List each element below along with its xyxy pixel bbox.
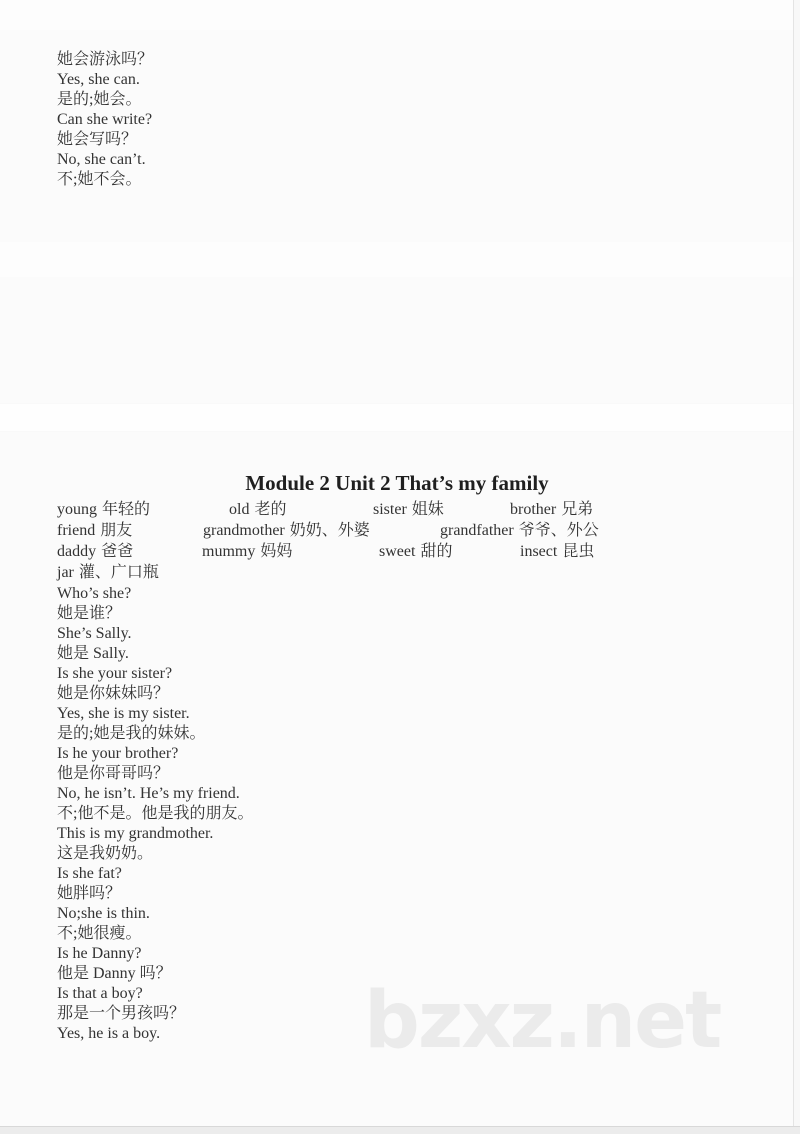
text-line: 这是我奶奶。	[57, 845, 154, 862]
scan-band	[0, 0, 800, 30]
vocab-meaning: 爷爷、外公	[518, 522, 599, 539]
previous-section-text	[57, 50, 153, 190]
text-line: Yes, he is a boy.	[57, 1025, 161, 1042]
text-line: 不;他不是。他是我的朋友。	[57, 805, 254, 822]
text-line: Who’s she?	[57, 585, 132, 602]
vocab-meaning: 朋友	[100, 522, 133, 539]
text-line: This is my grandmother.	[57, 825, 214, 842]
text-line: Is that a boy?	[57, 985, 143, 1002]
vocab-word: grandfather	[440, 522, 514, 539]
text-line: Is she fat?	[57, 865, 122, 882]
vocab-meaning: 奶奶、外婆	[289, 522, 370, 539]
text-line: 那是一个男孩吗？	[57, 1005, 186, 1022]
text-line: No;she is thin.	[57, 905, 150, 922]
vocab-item	[520, 541, 594, 562]
vocab-word: mummy	[202, 543, 256, 560]
site-watermark: bzxz.net	[364, 976, 721, 1066]
text-line: Is she your sister?	[57, 665, 173, 682]
text-line: Yes, she is my sister.	[57, 705, 190, 722]
text-line: 她是 Sally.	[57, 645, 129, 662]
text-line: Can she write?	[57, 111, 153, 128]
vocab-word: daddy	[57, 543, 97, 560]
vocab-meaning: 爸爸	[101, 543, 134, 560]
vocab-item	[229, 499, 286, 520]
vocab-item	[203, 520, 370, 541]
vocab-meaning: 妈妈	[260, 543, 293, 560]
vocabulary-row	[0, 541, 800, 562]
text-line: No, he isn’t. He’s my friend.	[57, 785, 240, 802]
page-bottom-edge	[0, 1126, 800, 1134]
vocabulary-row	[0, 562, 800, 583]
vocab-item	[373, 499, 444, 520]
dialogue-text	[57, 584, 253, 1044]
vocab-meaning: 姐妹	[411, 501, 444, 518]
vocab-item	[57, 520, 132, 541]
vocab-item	[57, 499, 150, 520]
vocab-item	[440, 520, 599, 541]
scan-band	[0, 242, 800, 277]
page-right-edge	[793, 0, 800, 1126]
vocab-meaning: 甜的	[420, 543, 453, 560]
vocab-word: old	[229, 501, 250, 518]
text-line: 她会写吗？	[57, 131, 138, 148]
text-line: 不;她不会。	[57, 171, 142, 188]
vocab-item	[379, 541, 452, 562]
vocabulary-list	[0, 499, 800, 583]
vocab-item	[57, 541, 133, 562]
page-break-band	[0, 403, 800, 432]
vocab-word: sister	[373, 501, 407, 518]
text-line: 她是谁？	[57, 605, 122, 622]
text-line: 她是你妹妹吗？	[57, 685, 170, 702]
section-title: Module 2 Unit 2 That’s my family	[245, 471, 549, 495]
text-line: 她会游泳吗？	[57, 51, 154, 68]
text-line: Is he Danny?	[57, 945, 142, 962]
text-line: 他是 Danny 吗？	[57, 965, 172, 982]
vocab-meaning: 年轻的	[102, 501, 151, 518]
vocab-item	[510, 499, 593, 520]
text-line: 她胖吗？	[57, 885, 122, 902]
vocab-word: jar	[57, 564, 74, 581]
vocab-word: insect	[520, 543, 558, 560]
text-line: 是的;她会。	[57, 91, 142, 108]
vocabulary-row	[0, 499, 800, 520]
vocab-item	[57, 562, 159, 583]
text-line: 不;她很瘦。	[57, 925, 142, 942]
text-line: Is he your brother?	[57, 745, 179, 762]
vocab-word: brother	[510, 501, 557, 518]
vocab-word: young	[57, 501, 97, 518]
text-line: Yes, she can.	[57, 71, 140, 88]
vocab-word: friend	[57, 522, 96, 539]
text-line: No, she can’t.	[57, 151, 146, 168]
vocabulary-row	[0, 520, 800, 541]
text-line: 是的;她是我的妹妹。	[57, 725, 206, 742]
vocab-word: sweet	[379, 543, 416, 560]
text-line: 他是你哥哥吗？	[57, 765, 170, 782]
vocab-meaning: 昆虫	[562, 543, 595, 560]
text-line: She’s Sally.	[57, 625, 132, 642]
vocab-meaning: 老的	[254, 501, 287, 518]
vocab-meaning: 兄弟	[561, 501, 594, 518]
vocab-meaning: 灌、广口瓶	[78, 564, 159, 581]
vocab-item	[202, 541, 292, 562]
vocab-word: grandmother	[203, 522, 285, 539]
